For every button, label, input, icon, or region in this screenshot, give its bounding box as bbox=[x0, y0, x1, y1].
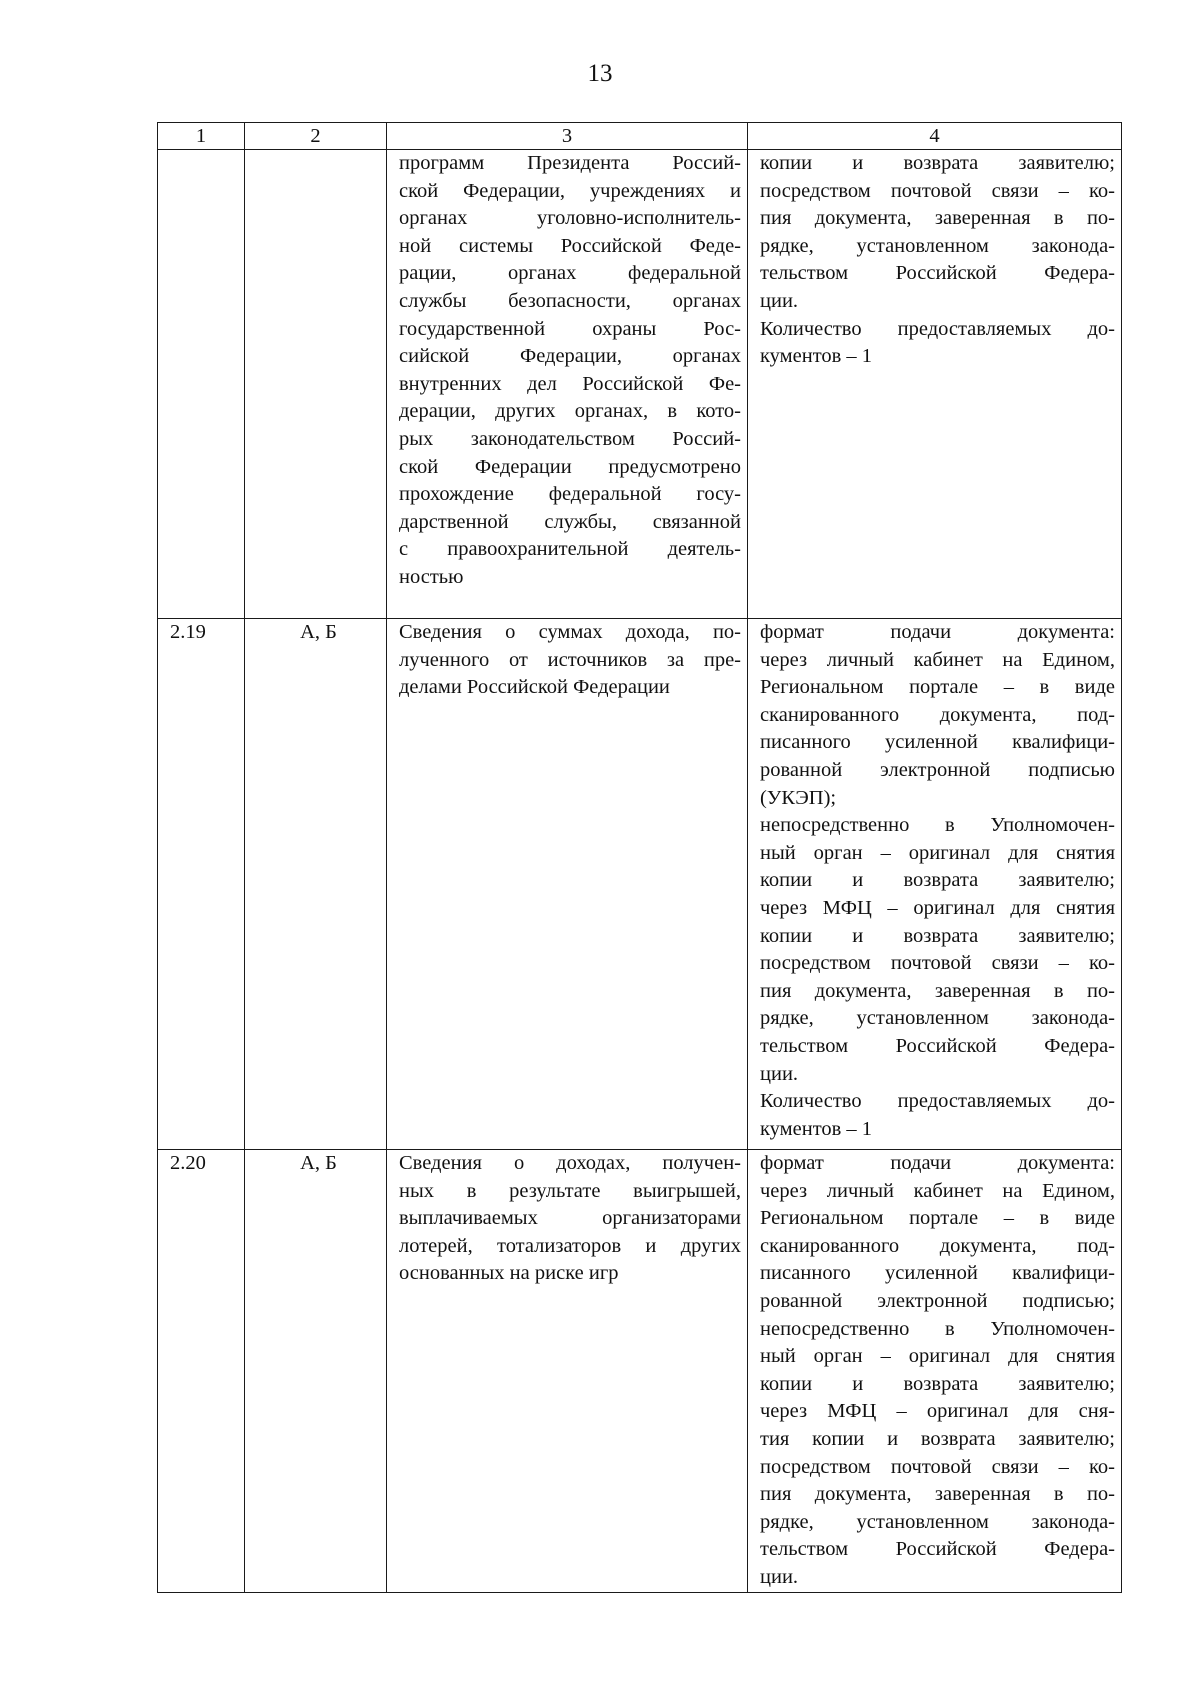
text-line: дарственной службы, связанной bbox=[399, 510, 741, 533]
text-line: Количество предоставляемых до- bbox=[760, 1090, 1115, 1113]
text-line: тельством Российской Федера- bbox=[760, 1538, 1115, 1561]
column-header-1: 1 bbox=[158, 123, 245, 150]
text-line: формат подачи документа: bbox=[760, 621, 1115, 643]
text-line: ный орган – оригинал для снятия bbox=[760, 841, 1115, 864]
text-line: рованной электронной подписью bbox=[760, 758, 1115, 781]
text-line: (УКЭП); bbox=[760, 786, 837, 809]
text-line: формат подачи документа: bbox=[760, 1152, 1115, 1174]
table-row bbox=[158, 150, 1122, 619]
text-line: непосредственно в Уполномочен- bbox=[760, 814, 1115, 837]
text-line: рядке, установленном законода- bbox=[760, 1510, 1115, 1533]
text-line: посредством почтовой связи – ко- bbox=[760, 1455, 1115, 1478]
text-line: органах уголовно-исполнитель- bbox=[399, 207, 741, 230]
row-description bbox=[387, 619, 748, 1150]
text-line: программ Президента Россий- bbox=[399, 152, 741, 174]
text-line: ской Федерации, учреждениях и bbox=[399, 179, 741, 202]
text-line: копии и возврата заявителю; bbox=[760, 1372, 1115, 1395]
text-line: писанного усиленной квалифици- bbox=[760, 731, 1115, 754]
text-line: ции. bbox=[760, 289, 799, 312]
text-line: непосредственно в Уполномочен- bbox=[760, 1317, 1115, 1340]
document-table bbox=[157, 122, 1122, 1593]
text-line: через личный кабинет на Едином, bbox=[760, 648, 1115, 671]
column-header-2: 2 bbox=[245, 123, 387, 150]
text-line: ный орган – оригинал для снятия bbox=[760, 1345, 1115, 1368]
text-line: пия документа, заверенная в по- bbox=[760, 979, 1115, 1002]
text-line: копии и возврата заявителю; bbox=[760, 152, 1115, 174]
text-line: Региональном портале – в виде bbox=[760, 676, 1115, 699]
row-number: 2.19 bbox=[158, 619, 245, 1150]
text-line: сканированного документа, под- bbox=[760, 703, 1115, 726]
text-line: кументов – 1 bbox=[760, 1117, 873, 1140]
text-line: пия документа, заверенная в по- bbox=[760, 1483, 1115, 1506]
row-submission-format bbox=[748, 1150, 1122, 1593]
text-line: ной системы Российской Феде- bbox=[399, 234, 741, 257]
row-category bbox=[245, 150, 387, 619]
column-header-4: 4 bbox=[748, 123, 1122, 150]
text-line: службы безопасности, органах bbox=[399, 289, 741, 312]
text-line: сийской Федерации, органах bbox=[399, 345, 741, 368]
text-line: кументов – 1 bbox=[760, 345, 873, 368]
text-line: государственной охраны Рос- bbox=[399, 317, 741, 340]
row-submission-format bbox=[748, 619, 1122, 1150]
text-line: делами Российской Федерации bbox=[399, 676, 670, 699]
text-line: писанного усиленной квалифици- bbox=[760, 1262, 1115, 1285]
table-row bbox=[158, 1150, 1122, 1593]
text-line: через МФЦ – оригинал для сня- bbox=[760, 1400, 1115, 1423]
text-line: Сведения о суммах дохода, по- bbox=[399, 621, 741, 643]
text-line: лотерей, тотализаторов и других bbox=[399, 1234, 741, 1257]
text-line: ных в результате выигрышей, bbox=[399, 1179, 741, 1202]
text-line: тельством Российской Федера- bbox=[760, 262, 1115, 285]
row-description bbox=[387, 150, 748, 619]
text-line: сканированного документа, под- bbox=[760, 1234, 1115, 1257]
text-line: Сведения о доходах, получен- bbox=[399, 1152, 741, 1174]
text-line: посредством почтовой связи – ко- bbox=[760, 952, 1115, 975]
text-line: тия копии и возврата заявителю; bbox=[760, 1427, 1115, 1450]
text-line: основанных на риске игр bbox=[399, 1262, 619, 1285]
row-submission-format bbox=[748, 150, 1122, 619]
text-line: копии и возврата заявителю; bbox=[760, 924, 1115, 947]
row-number: 2.20 bbox=[158, 1150, 245, 1593]
page-number: 13 bbox=[587, 60, 613, 87]
row-category: А, Б bbox=[245, 1150, 387, 1593]
text-line: с правоохранительной деятель- bbox=[399, 538, 741, 561]
text-line: рованной электронной подписью; bbox=[760, 1289, 1115, 1312]
text-line: рядке, установленном законода- bbox=[760, 234, 1115, 257]
text-line: тельством Российской Федера- bbox=[760, 1034, 1115, 1057]
text-line: посредством почтовой связи – ко- bbox=[760, 179, 1115, 202]
table-header-row bbox=[158, 123, 1122, 150]
text-line: рации, органах федеральной bbox=[399, 262, 741, 285]
text-line: ской Федерации предусмотрено bbox=[399, 455, 741, 478]
text-line: ции. bbox=[760, 1062, 799, 1085]
text-line: через личный кабинет на Едином, bbox=[760, 1179, 1115, 1202]
table-row bbox=[158, 619, 1122, 1150]
text-line: пия документа, заверенная в по- bbox=[760, 207, 1115, 230]
text-line: лученного от источников за пре- bbox=[399, 648, 741, 671]
text-line: дерации, других органах, в кото- bbox=[399, 400, 741, 423]
text-line: внутренних дел Российской Фе- bbox=[399, 372, 741, 395]
row-category: А, Б bbox=[245, 619, 387, 1150]
text-line: через МФЦ – оригинал для снятия bbox=[760, 896, 1115, 919]
text-line: ностью bbox=[399, 565, 464, 588]
text-line: рых законодательством Россий- bbox=[399, 427, 741, 450]
column-header-3: 3 bbox=[387, 123, 748, 150]
text-line: Региональном портале – в виде bbox=[760, 1207, 1115, 1230]
text-line: ции. bbox=[760, 1565, 799, 1588]
row-number bbox=[158, 150, 245, 619]
text-line: рядке, установленном законода- bbox=[760, 1007, 1115, 1030]
text-line: Количество предоставляемых до- bbox=[760, 317, 1115, 340]
text-line: выплачиваемых организаторами bbox=[399, 1207, 741, 1230]
text-line: прохождение федеральной госу- bbox=[399, 483, 741, 506]
text-line: копии и возврата заявителю; bbox=[760, 869, 1115, 892]
row-description bbox=[387, 1150, 748, 1593]
